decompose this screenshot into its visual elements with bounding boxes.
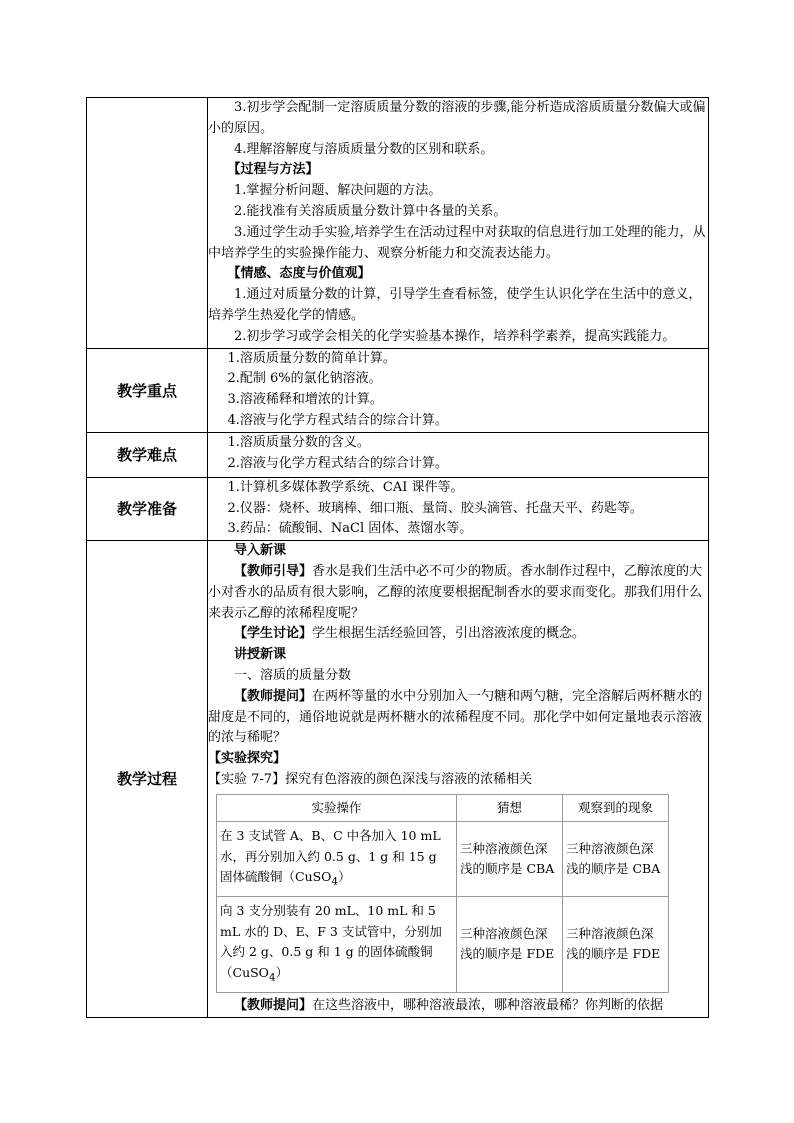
key-point-item: 4.溶液与化学方程式结合的综合计算。 (227, 412, 448, 428)
student-discussion-tag: 【学生讨论】 (234, 626, 313, 642)
process-content (208, 541, 709, 1017)
key-point-item: 1.溶质质量分数的简单计算。 (227, 350, 396, 366)
process-method-heading: 【过程与方法】 (227, 162, 319, 178)
experiment-table-header (217, 794, 669, 822)
intro-heading: 导入新课 (234, 543, 287, 559)
observation-cell: 三种溶液颜色深浅的顺序是 FDE (563, 897, 669, 993)
key-points-content (208, 348, 709, 432)
observation-cell: 三种溶液颜色深浅的顺序是 CBA (563, 822, 669, 897)
preparation-item: 1.计算机多媒体教学系统、CAI 课件等。 (227, 479, 464, 495)
student-discussion-paragraph (208, 624, 708, 645)
difficulties-row (87, 432, 709, 477)
preparation-item: 2.仪器：烧杯、玻璃棒、细口瓶、量筒、胶头滴管、托盘天平、药匙等。 (227, 500, 643, 516)
difficulty-item: 2.溶液与化学方程式结合的综合计算。 (227, 455, 448, 471)
guess-cell: 三种溶液颜色深浅的顺序是 CBA (457, 822, 563, 897)
process-item: 1.掌握分析问题、解决问题的方法。 (234, 183, 442, 199)
key-points-label: 教学重点 (87, 348, 208, 432)
process-label: 教学过程 (87, 541, 208, 1017)
experiment-text: 探究有色溶液的颜色深浅与溶液的浓稀相关 (285, 771, 533, 787)
process-item: 3.通过学生动手实验,培养学生在活动过程中对获取的信息进行加工处理的能力，从中培养学生的实验操作能力、观察分析能力和交流表达能力。 (208, 224, 706, 261)
objectives-label-cell (87, 98, 208, 349)
objectives-content (208, 98, 709, 349)
emotion-heading: 【情感、态度与价值观】 (227, 266, 371, 282)
preparation-item: 3.药品：硫酸铜、NaCl 固体、蒸馏水等。 (227, 521, 473, 537)
guess-cell: 三种溶液颜色深浅的顺序是 FDE (457, 897, 563, 993)
header-guess: 猜想 (457, 794, 563, 822)
final-question-tag: 【教师提问】 (234, 997, 313, 1013)
table-row (217, 822, 669, 897)
final-question-text: 在这些溶液中，哪种溶液最浓，哪种溶液最稀？你判断的依据 (312, 997, 664, 1013)
difficulty-item: 1.溶质质量分数的含义。 (227, 434, 370, 450)
final-question-paragraph (208, 996, 708, 1017)
objective-line: 4.理解溶解度与溶质质量分数的区别和联系。 (234, 141, 494, 157)
objectives-row (87, 98, 709, 349)
key-point-item: 3.溶液稀释和增浓的计算。 (227, 392, 383, 408)
lesson-plan-table (86, 97, 709, 1018)
table-row (217, 897, 669, 993)
explore-heading: 【实验探究】 (208, 751, 287, 767)
preparation-content (208, 477, 709, 540)
difficulties-content (208, 432, 709, 477)
teacher-ask-tag: 【教师提问】 (234, 688, 313, 704)
operation-cell: 在 3 支试管 A、B、C 中各加入 10 mL 水，再分别加入约 0.5 g、1 g 和 15 g 固体硫酸铜（CuSO$_4$） (217, 822, 457, 897)
experiment-title (208, 770, 708, 791)
experiment-table (216, 794, 669, 993)
student-discussion-text: 学生根据生活经验回答，引出溶液浓度的概念。 (312, 626, 586, 642)
teacher-ask-text: 在两杯等量的水中分别加入一勺糖和两勺糖，完全溶解后两杯糖水的甜度是不同的，通俗地说就是两杯糖水的浓稀程度不同。那化学中如何定量地表示溶液的浓与稀呢？ (208, 688, 703, 746)
lesson-plan-page (86, 97, 708, 1018)
process-item: 2.能找准有关溶质质量分数计算中各量的关系。 (234, 203, 507, 219)
preparation-row (87, 477, 709, 540)
experiment-tag: 【实验 7-7】 (208, 771, 286, 787)
key-point-item: 2.配制 6%的氯化钠溶液。 (227, 371, 382, 387)
teacher-guide-tag: 【教师引导】 (234, 563, 313, 579)
teacher-guide-paragraph (208, 562, 708, 624)
section-title: 一、溶质的质量分数 (234, 667, 352, 683)
teacher-ask-paragraph (208, 687, 708, 749)
emotion-item: 2.初步学习或学会相关的化学实验基本操作，培养科学素养，提高实践能力。 (234, 328, 676, 344)
emotion-item: 1.通过对质量分数的计算，引导学生查看标签，使学生认识化学在生活中的意义，培养学生热爱化学的情感。 (208, 287, 702, 323)
key-points-row (87, 348, 709, 432)
process-row (87, 541, 709, 1017)
teacher-guide-text: 香水是我们生活中必不可少的物质。香水制作过程中，乙醇浓度的大小对香水的品质有很大影响，乙醇的浓度要根据配制香水的要求而变化。那我们用什么来表示乙醇的浓稀程度呢？ (208, 563, 703, 621)
new-lesson-heading: 讲授新课 (234, 647, 287, 663)
operation-cell: 向 3 支分别装有 20 mL、10 mL 和 5 mL 水的 D、E、F 3 支试管中，分别加入约 2 g、0.5 g 和 1 g 的固体硫酸铜（CuSO$_4$） (217, 897, 457, 993)
header-operation: 实验操作 (217, 794, 457, 822)
difficulties-label: 教学难点 (87, 432, 208, 477)
preparation-label: 教学准备 (87, 477, 208, 540)
objective-line: 3.初步学会配制一定溶质质量分数的溶液的步骤,能分析造成溶质质量分数偏大或偏小的原因。 (208, 100, 706, 136)
header-observation: 观察到的现象 (563, 794, 669, 822)
